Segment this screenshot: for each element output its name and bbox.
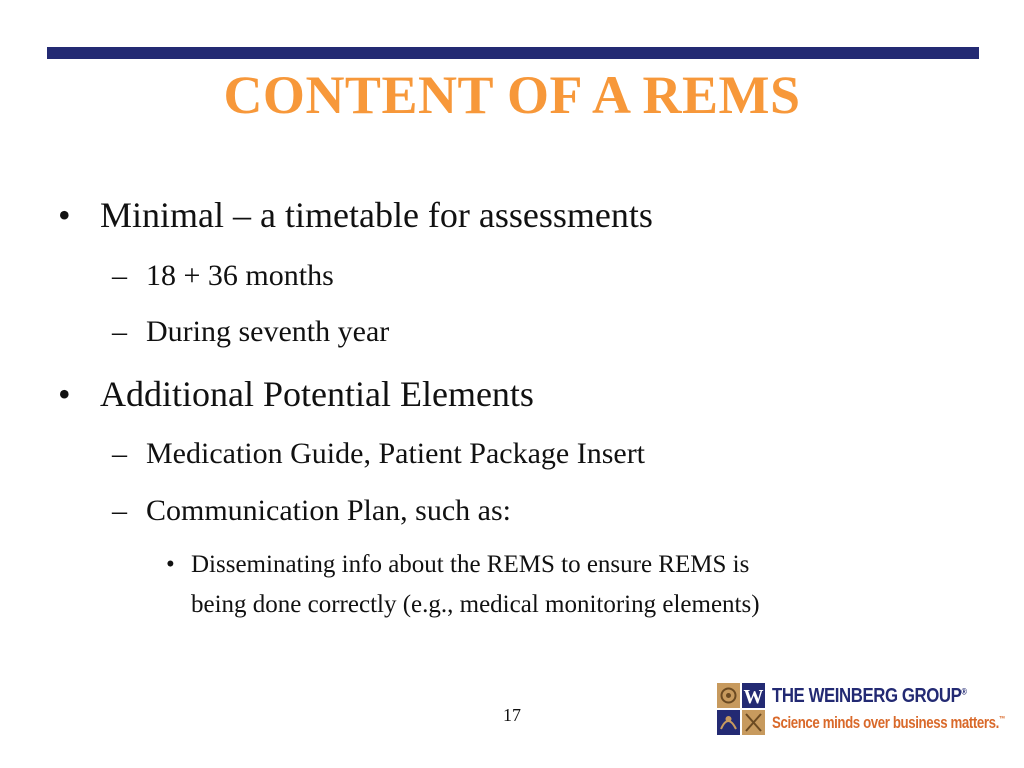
bullet-item-minimal: Minimal – a timetable for assessments [100,195,653,235]
dash-marker: – [112,437,127,470]
logo-tagline: Science minds over business matters. [772,713,999,732]
logo-name: THE WEINBERG GROUP [772,685,962,707]
trademark-mark: ™ [998,714,1005,724]
weinberg-group-logo [717,683,1007,739]
registered-mark: ® [961,686,967,697]
sub-item-medication-guide: Medication Guide, Patient Package Insert [146,437,646,470]
sub-sub-item-disseminating-line1: Disseminating info about the REMS to ensure REMS is [191,551,750,578]
bullet-marker: • [58,374,71,414]
sub-item-communication-plan: Communication Plan, such as: [146,494,511,527]
dash-marker: – [112,315,127,348]
sub-sub-item-disseminating-line2: being done correctly (e.g., medical monitoring elements) [191,591,760,618]
bullet-item-additional-elements: Additional Potential Elements [100,374,534,414]
dash-marker: – [112,494,127,527]
bullet-marker: • [58,195,71,235]
slide-title: CONTENT OF A REMS [223,65,801,125]
sub-item-seventh-year: During seventh year [146,315,390,348]
page-number: 17 [503,705,521,725]
dash-marker: – [112,259,127,292]
logo-tiles-icon [717,683,765,735]
sub-item-18-36-months: 18 + 36 months [146,259,334,292]
title-rule [47,47,979,59]
logo-tile-letter: W [743,686,764,708]
sub-bullet-marker: • [166,551,175,578]
